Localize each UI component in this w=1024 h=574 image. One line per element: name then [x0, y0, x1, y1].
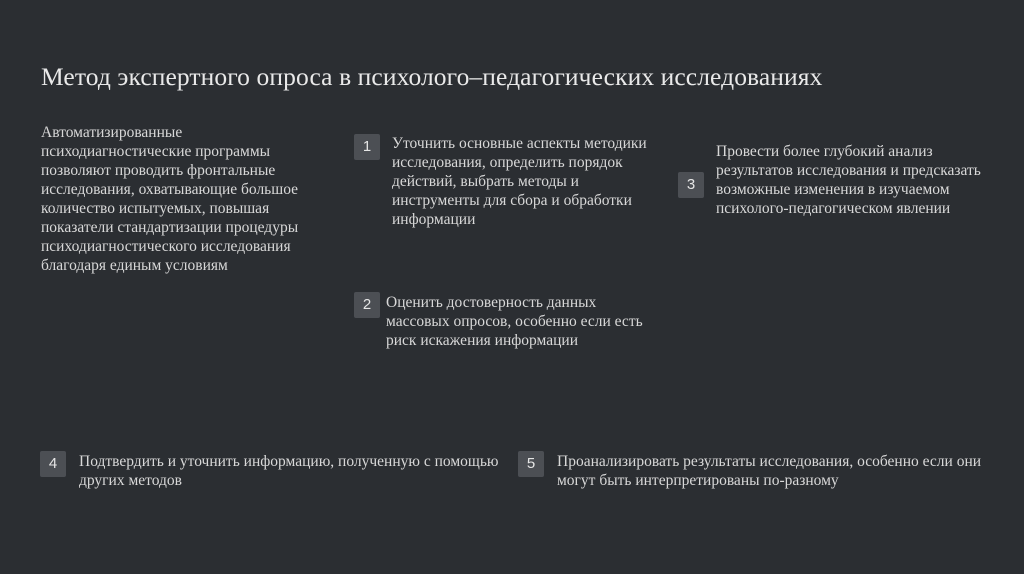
slide-title: Метод экспертного опроса в психолого–педагогических исследованиях	[41, 62, 823, 91]
step-3-text: Провести более глубокий анализ результатов исследования и предсказать возможные изменения в изучаемом психолого-педагогическом явлении	[716, 143, 981, 217]
step-1-text: Уточнить основные аспекты методики исследования, определить порядок действий, выбрать методы и инструменты для сбора и обработки информации	[392, 135, 647, 228]
step-4-badge: 4	[40, 451, 66, 477]
step-5-badge: 5	[518, 451, 544, 477]
intro-paragraph: Автоматизированные психодиагностические программы позволяют проводить фронтальные исследования, охватывающие большое количество испытуемых, повышая показатели стандартизации процедуры психодиагностического исследования благодаря единым условиям	[41, 124, 299, 274]
step-1-badge: 1	[354, 134, 380, 160]
step-2-text: Оценить достоверность данных массовых опросов, особенно если есть риск искажения информации	[386, 294, 643, 349]
step-3-badge: 3	[678, 172, 704, 198]
step-5-text: Проанализировать результаты исследования, особенно если они могут быть интерпретированы по-разному	[557, 453, 982, 489]
step-2-badge: 2	[354, 292, 380, 318]
step-4-text: Подтвердить и уточнить информацию, полученную с помощью других методов	[79, 453, 499, 489]
